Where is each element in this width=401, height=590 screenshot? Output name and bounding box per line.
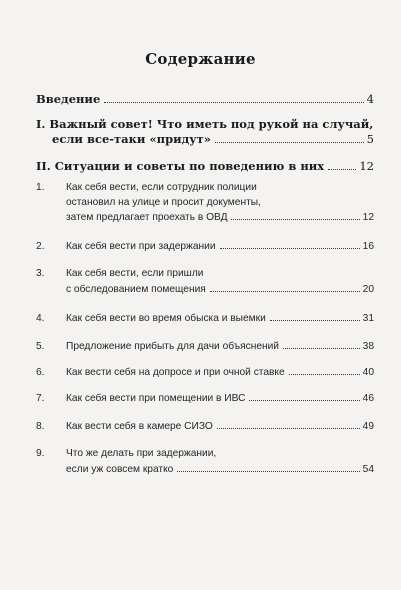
toc-entry-label: Введение (36, 92, 101, 106)
toc-subentry-number: 1. (36, 182, 45, 193)
toc-subentry-8 (66, 421, 374, 432)
toc-subentry-label: Как вести себя в камере СИЗО (66, 421, 213, 432)
dot-leader (270, 320, 360, 321)
toc-subentry-label: затем предлагает проехать в ОВД (66, 212, 228, 223)
toc-entry-page: 4 (366, 92, 374, 106)
toc-entry-situations (36, 159, 374, 173)
dot-leader (231, 219, 359, 220)
toc-entry-important-advice (52, 132, 374, 146)
toc-subentry-label: Как вести себя на допросе и при очной ставке (66, 367, 285, 378)
toc-subentry-label: Как себя вести при помещении в ИВС (66, 393, 246, 404)
toc-subentry-label: остановил на улице и просит документы, (66, 197, 261, 208)
toc-subentry-9 (66, 464, 374, 475)
dot-leader (104, 102, 363, 103)
dot-leader (177, 471, 359, 472)
toc-subentry-page: 49 (362, 421, 374, 432)
dot-leader (215, 142, 364, 143)
toc-subentry-number: 3. (36, 268, 45, 279)
toc-subentry-number: 8. (36, 421, 45, 432)
toc-subentry-4 (66, 313, 374, 324)
toc-subentry-page: 12 (362, 212, 374, 223)
toc-subentry-page: 54 (362, 464, 374, 475)
toc-subentry-number: 7. (36, 393, 45, 404)
toc-entry-label: I. Важный совет! Что иметь под рукой на случай, (36, 117, 374, 131)
toc-entry-page: 12 (359, 159, 374, 173)
dot-leader (328, 169, 356, 170)
toc-title: Содержание (145, 50, 256, 68)
toc-subentry-page: 16 (362, 241, 374, 252)
dot-leader (283, 348, 360, 349)
toc-subentry-2 (66, 241, 374, 252)
toc-subentry-number: 4. (36, 313, 45, 324)
toc-subentry-3 (66, 284, 374, 295)
toc-subentry-label: Как себя вести, если пришли (66, 268, 204, 279)
dot-leader (210, 291, 360, 292)
toc-subentry-5 (66, 341, 374, 352)
toc-subentry-label: Предложение прибыть для дачи объяснений (66, 341, 280, 352)
toc-subentry-number: 5. (36, 341, 45, 352)
toc-entry-label: II. Ситуации и советы по поведению в них (36, 159, 325, 173)
toc-subentry-label: с обследованием помещения (66, 284, 206, 295)
toc-subentry-label: Как себя вести во время обыска и выемки (66, 313, 266, 324)
toc-subentry-1 (66, 212, 374, 223)
toc-subentry-page: 46 (362, 393, 374, 404)
toc-subentry-7 (66, 393, 374, 404)
toc-subentry-page: 40 (362, 367, 374, 378)
toc-subentry-number: 9. (36, 448, 45, 459)
toc-subentry-label: Что же делать при задержании, (66, 448, 217, 459)
toc-entry-introduction (36, 92, 374, 106)
toc-subentry-label: Как себя вести при задержании (66, 241, 216, 252)
toc-subentry-label: если уж совсем кратко (66, 464, 174, 475)
toc-subentry-page: 31 (362, 313, 374, 324)
toc-subentry-page: 38 (362, 341, 374, 352)
dot-leader (220, 248, 360, 249)
dot-leader (217, 428, 360, 429)
dot-leader (249, 400, 359, 401)
toc-entry-page: 5 (366, 132, 374, 146)
toc-subentry-number: 2. (36, 241, 45, 252)
dot-leader (289, 374, 360, 375)
toc-subentry-page: 20 (362, 284, 374, 295)
toc-entry-label: если все-таки «придут» (52, 132, 211, 146)
toc-subentry-label: Как себя вести, если сотрудник полиции (66, 182, 257, 193)
toc-subentry-6 (66, 367, 374, 378)
toc-subentry-number: 6. (36, 367, 45, 378)
